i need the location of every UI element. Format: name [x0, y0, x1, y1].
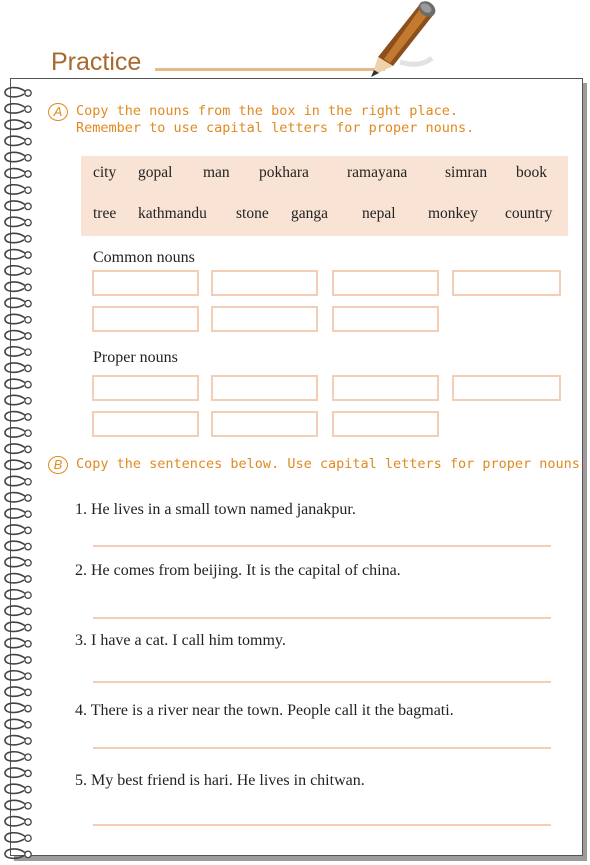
binding-ring	[5, 574, 31, 583]
common-nouns-label: Common nouns	[93, 249, 195, 266]
sentence-item: 1. He lives in a small town named janakpur.	[75, 501, 356, 518]
binding-ring	[5, 298, 31, 307]
proper-noun-answer-box[interactable]	[332, 375, 439, 401]
writing-line[interactable]	[93, 545, 551, 547]
word-item: country	[505, 205, 553, 222]
binding-ring	[5, 509, 31, 518]
word-item: kathmandu	[138, 205, 207, 222]
common-noun-answer-box[interactable]	[92, 270, 199, 296]
proper-noun-answer-box[interactable]	[211, 375, 318, 401]
writing-line[interactable]	[93, 681, 551, 683]
binding-ring	[5, 687, 31, 696]
spiral-binding	[0, 84, 40, 864]
binding-ring	[5, 104, 31, 113]
section-a-badge: A	[48, 103, 68, 121]
binding-ring	[5, 120, 31, 129]
binding-ring	[5, 622, 31, 631]
noun-word-box	[81, 156, 568, 236]
word-item: stone	[236, 205, 269, 222]
common-noun-answer-box[interactable]	[332, 306, 439, 332]
binding-ring	[5, 784, 31, 793]
binding-ring	[5, 541, 31, 550]
binding-ring	[5, 606, 31, 615]
common-noun-answer-box[interactable]	[211, 270, 318, 296]
binding-ring	[5, 525, 31, 534]
proper-noun-answer-box[interactable]	[92, 411, 199, 437]
binding-ring	[5, 590, 31, 599]
binding-ring	[5, 282, 31, 291]
writing-line[interactable]	[93, 824, 551, 826]
binding-ring	[5, 169, 31, 178]
binding-ring	[5, 250, 31, 259]
binding-ring	[5, 444, 31, 453]
proper-noun-answer-box[interactable]	[452, 375, 561, 401]
binding-ring	[5, 655, 31, 664]
binding-ring	[5, 817, 31, 826]
sentence-item: 5. My best friend is hari. He lives in chitwan.	[75, 772, 365, 789]
binding-ring	[5, 379, 31, 388]
binding-ring	[5, 314, 31, 323]
binding-ring	[5, 233, 31, 242]
binding-ring	[5, 347, 31, 356]
proper-noun-answer-box[interactable]	[211, 411, 318, 437]
title-underline	[155, 68, 385, 71]
word-item: monkey	[428, 205, 478, 222]
binding-ring	[5, 768, 31, 777]
word-item: man	[203, 164, 230, 181]
section-b-instruction: Copy the sentences below. Use capital letters for proper nouns.	[76, 456, 589, 472]
word-item: pokhara	[259, 164, 309, 181]
binding-ring	[5, 849, 31, 858]
sentence-item: 3. I have a cat. I call him tommy.	[75, 632, 286, 649]
binding-ring	[5, 428, 31, 437]
binding-ring	[5, 363, 31, 372]
binding-ring	[5, 88, 31, 97]
proper-noun-answer-box[interactable]	[332, 411, 439, 437]
word-item: simran	[445, 164, 488, 181]
binding-ring	[5, 185, 31, 194]
section-b-badge: B	[48, 456, 68, 474]
word-item: book	[516, 164, 547, 181]
section-a-instruction-line1: Copy the nouns from the box in the right place.	[76, 103, 459, 119]
binding-ring	[5, 412, 31, 421]
binding-ring	[5, 800, 31, 809]
writing-line[interactable]	[93, 747, 551, 749]
word-item: gopal	[138, 164, 173, 181]
pencil-icon	[360, 0, 450, 78]
word-item: nepal	[362, 205, 396, 222]
sentence-item: 4. There is a river near the town. People call it the bagmati.	[75, 702, 454, 719]
binding-ring	[5, 136, 31, 145]
binding-ring	[5, 493, 31, 502]
binding-ring	[5, 201, 31, 210]
binding-ring	[5, 476, 31, 485]
common-noun-answer-box[interactable]	[211, 306, 318, 332]
binding-ring	[5, 736, 31, 745]
sentence-item: 2. He comes from beijing. It is the capital of china.	[75, 562, 401, 579]
word-item: city	[93, 164, 117, 181]
binding-ring	[5, 703, 31, 712]
binding-ring	[5, 152, 31, 161]
binding-ring	[5, 671, 31, 680]
proper-noun-answer-box[interactable]	[92, 375, 199, 401]
common-noun-answer-box[interactable]	[92, 306, 199, 332]
word-item: ganga	[291, 205, 329, 222]
binding-ring	[5, 719, 31, 728]
writing-line[interactable]	[93, 617, 551, 619]
common-noun-answer-box[interactable]	[332, 270, 439, 296]
word-item: ramayana	[347, 164, 408, 181]
binding-ring	[5, 833, 31, 842]
proper-nouns-label: Proper nouns	[93, 349, 178, 366]
binding-ring	[5, 557, 31, 566]
binding-ring	[5, 638, 31, 647]
binding-ring	[5, 266, 31, 275]
word-item: tree	[93, 205, 117, 222]
binding-ring	[5, 752, 31, 761]
binding-ring	[5, 217, 31, 226]
common-noun-answer-box[interactable]	[452, 270, 561, 296]
page-title: Practice	[51, 48, 142, 76]
binding-ring	[5, 395, 31, 404]
binding-ring	[5, 460, 31, 469]
section-a-instruction-line2: Remember to use capital letters for proper nouns.	[76, 120, 475, 136]
binding-ring	[5, 331, 31, 340]
